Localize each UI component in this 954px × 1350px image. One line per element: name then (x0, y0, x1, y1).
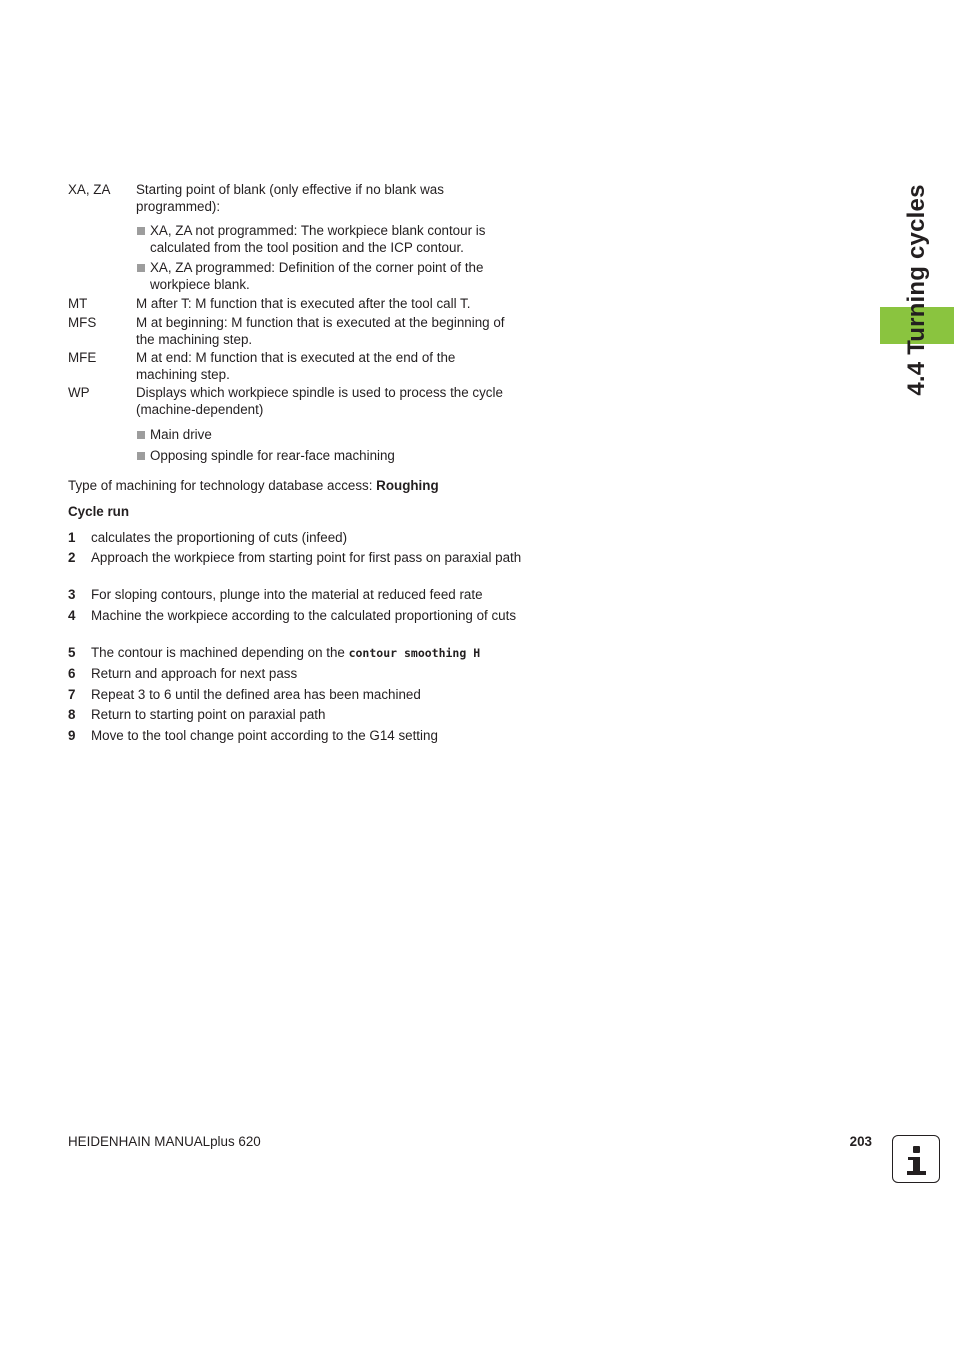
step-number: 2 (68, 550, 76, 565)
square-bullet-icon (137, 264, 145, 272)
technology-line (68, 478, 528, 495)
step-number: 8 (68, 707, 76, 722)
technology-value: Roughing (376, 478, 439, 493)
footer-manual-title: HEIDENHAIN MANUALplus 620 (68, 1134, 261, 1149)
param-description: M at beginning: M function that is executed at the beginning of the machining step. (136, 315, 505, 347)
step-number: 7 (68, 687, 76, 702)
step-number: 1 (68, 530, 76, 545)
bullet-text: XA, ZA not programmed: The workpiece blank contour is calculated from the tool position and the ICP contour. (150, 223, 486, 255)
step-text: calculates the proportioning of cuts (infeed) (91, 530, 348, 545)
param-code: MFS (68, 315, 97, 330)
step-number: 4 (68, 608, 76, 623)
softkey-code: contour smoothing H (348, 646, 481, 660)
info-serif-bottom (907, 1171, 926, 1175)
step-text (91, 645, 531, 662)
step-text: Move to the tool change point according to the G14 setting (91, 728, 438, 743)
page-number: 203 (849, 1134, 872, 1149)
step-text: Approach the workpiece from starting point for first pass on paraxial path (91, 550, 522, 565)
square-bullet-icon (137, 431, 145, 439)
param-code: XA, ZA (68, 182, 111, 197)
step-number: 6 (68, 666, 76, 681)
technology-prefix: Type of machining for technology database access: (68, 478, 377, 493)
step-number: 9 (68, 728, 76, 743)
param-description: Displays which workpiece spindle is used to process the cycle (machine-dependent) (136, 385, 503, 417)
param-description: M at end: M function that is executed at the end of the machining step. (136, 350, 456, 382)
step-text: Return to starting point on paraxial path (91, 707, 326, 722)
bullet-text: XA, ZA programmed: Definition of the corner point of the workpiece blank. (150, 260, 484, 292)
step-text: Return and approach for next pass (91, 666, 298, 681)
square-bullet-icon (137, 452, 145, 460)
bullet-text: Main drive (150, 427, 212, 442)
param-description: Starting point of blank (only effective if no blank was programmed): (136, 182, 444, 214)
section-title-text: 4.4 Turning cycles (903, 184, 930, 396)
param-code: WP (68, 385, 90, 400)
step-text-prefix: The contour is machined depending on the (91, 645, 349, 660)
info-icon (892, 1135, 940, 1183)
square-bullet-icon (137, 227, 145, 235)
step-text: Repeat 3 to 6 until the defined area has been machined (91, 687, 421, 702)
cycle-run-heading: Cycle run (68, 504, 130, 519)
param-code: MT (68, 296, 88, 311)
step-text: For sloping contours, plunge into the material at reduced feed rate (91, 587, 483, 602)
step-number: 3 (68, 587, 76, 602)
param-code: MFE (68, 350, 97, 365)
step-number: 5 (68, 645, 76, 660)
param-description: M after T: M function that is executed after the tool call T. (136, 296, 471, 311)
step-text: Machine the workpiece according to the calculated proportioning of cuts (91, 608, 517, 623)
section-title-vertical (880, 180, 954, 400)
bullet-text: Opposing spindle for rear-face machining (150, 448, 395, 463)
info-dot (913, 1146, 920, 1153)
